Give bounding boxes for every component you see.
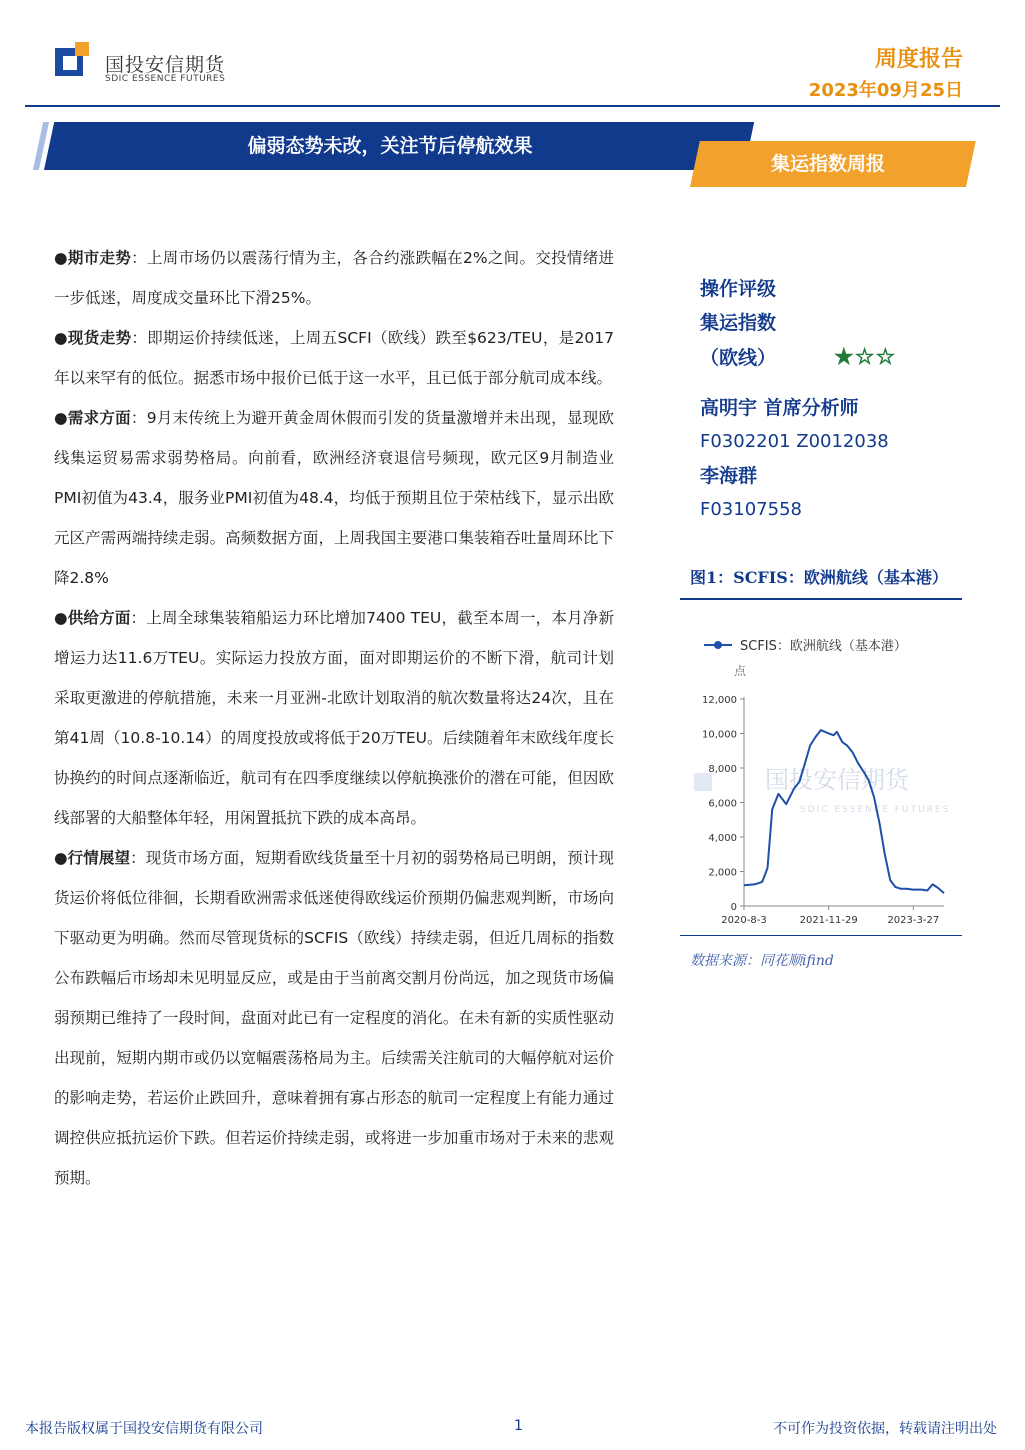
watermark-text: 国投安信期货: [765, 766, 909, 794]
main-content: [54, 238, 614, 1198]
rating-product-sub: （欧线）: [700, 347, 777, 369]
section-demand: [54, 398, 614, 598]
y-tick-label: 4,000: [708, 833, 737, 844]
section-text: ：现货市场方面，短期看欧线货量至十月初的弱势格局已明朗，预计现货运价将低位徘徊，长期看欧洲需求低迷使得欧线运价预期仍偏悲观判断，市场向下驱动更为明确。然而尽管现货标的SCFIS（欧线）持续走弱，但近几周标的指数公布跌幅后市场却未见明显反应，或是由于当前离交割月份尚远，加之现货市场偏弱预期已维持了一段时间，盘面对此已有一定程度的消化。在未有新的实质性驱动出现前，短期内期市或仍以宽幅震荡格局为主。后续需关注航司的大幅停航对运价的影响走势，若运价止跌回升，意味着拥有寡占形态的航司一定程度上有能力通过调控供应抵抗运价下跌。但若运价持续走弱，或将进一步加重市场对于未来的悲观预期。: [54, 849, 614, 1187]
analyst-2-name: 李海群: [700, 465, 758, 487]
chart-canvas: [680, 625, 962, 935]
watermark-text-en: SDIC ESSENCE FUTURES: [800, 805, 951, 815]
section-label: 行情展望: [67, 849, 131, 867]
x-tick-label: 2021-11-29: [799, 915, 858, 926]
figure-bottom-divider: [680, 935, 962, 936]
section-label: 期市走势: [67, 249, 132, 267]
rating-label: 操作评级: [700, 278, 777, 300]
report-date: 2023年09月25日: [808, 80, 963, 101]
rating-product-line: [700, 340, 980, 375]
footer-copyright: 本报告版权属于国投安信期货有限公司: [25, 1421, 263, 1437]
bullet-icon: ●: [54, 609, 68, 627]
section-spot: [54, 318, 614, 398]
figure-title: 图1：SCFIS：欧洲航线（基本港）: [690, 568, 948, 587]
section-label: 需求方面: [67, 409, 131, 427]
section-label: 现货走势: [67, 329, 132, 347]
logo-company-name: 国投安信期货: [105, 54, 226, 76]
figure-top-divider: [680, 598, 962, 600]
category-tag: 集运指数周报: [770, 153, 885, 175]
section-text: ：上周全球集装箱船运力环比增加7400 TEU，截至本周一，本月净新增运力达11.6万TEU。实际运力投放方面，面对即期运价的不断下滑，航司计划采取更激进的停航措施，未来一月亚洲-北欧计划取消的航次数量将达24次，且在第41周（10.8-10.14）的周度投放或将低于20万TEU。后续随着年末欧线年度长协换约的时间点逐渐临近，航司有在四季度继续以停航换涨价的潜在可能，但因欧线部署的大船整体年轻，用闲置抵抗下跌的成本高昂。: [54, 609, 614, 827]
y-tick-label: 0: [730, 902, 737, 913]
scfis-chart: [680, 625, 962, 935]
logo-company-name-en: SDIC ESSENCE FUTURES: [105, 74, 226, 84]
analyst-1-codes: F0302201 Z0012038: [700, 431, 889, 452]
section-market: [54, 238, 614, 318]
report-title: 偏弱态势未改，关注节后停航效果: [247, 135, 533, 157]
legend-marker-icon: [714, 641, 722, 649]
watermark-logo-icon: [694, 773, 712, 791]
y-tick-label: 12,000: [702, 695, 737, 706]
data-source: 数据来源：同花顺ifind: [690, 953, 834, 969]
rating-product: 集运指数: [700, 312, 777, 334]
analyst-2-code: F03107558: [700, 499, 802, 520]
section-supply: [54, 598, 614, 838]
section-text: ：9月末传统上为避开黄金周休假而引发的货量激增并未出现，显现欧线集运贸易需求弱势格局。向前看，欧洲经济衰退信号频现，欧元区9月制造业PMI初值为43.4，服务业PMI初值为48.4，均低于预期且位于荣枯线下，显示出欧元区产需两端持续走弱。高频数据方面，上周我国主要港口集装箱吞吐量周环比下降2.8%: [54, 409, 614, 587]
y-tick-label: 2,000: [708, 867, 737, 879]
x-tick-label: 2023-3-27: [887, 915, 940, 926]
page-number: 1: [514, 1418, 523, 1434]
section-text: ：即期运价持续低迷，上周五SCFI（欧线）跌至$623/TEU，是2017年以来罕有的低位。据悉市场中报价已低于这一水平，且已低于部分航司成本线。: [54, 329, 614, 387]
bullet-icon: ●: [54, 409, 68, 427]
rating-stars-icon: ★☆☆: [834, 344, 897, 370]
header-divider: [25, 105, 1000, 107]
y-tick-label: 8,000: [708, 764, 737, 775]
section-text: ：上周市场仍以震荡行情为主，各合约涨跌幅在2%之间。交投情绪进一步低迷，周度成交量环比下滑25%。: [54, 249, 615, 307]
bullet-icon: ●: [54, 249, 68, 267]
footer-disclaimer: 不可作为投资依据，转载请注明出处: [773, 1421, 997, 1437]
bullet-icon: ●: [54, 849, 68, 867]
company-logo-icon: [55, 42, 95, 82]
analyst-1-name: 高明宇 首席分析师: [700, 397, 859, 419]
legend-label: SCFIS：欧洲航线（基本港）: [740, 639, 907, 654]
chart-legend: [704, 638, 907, 678]
x-tick-label: 2020-8-3: [721, 915, 767, 926]
y-tick-label: 6,000: [708, 798, 737, 810]
bullet-icon: ●: [54, 329, 68, 347]
y-tick-label: 10,000: [702, 729, 737, 741]
report-type: 周度报告: [874, 47, 963, 72]
section-label: 供给方面: [67, 609, 131, 627]
sidebar: [700, 272, 980, 527]
section-outlook: [54, 838, 614, 1198]
y-axis-unit: 点: [734, 664, 747, 678]
